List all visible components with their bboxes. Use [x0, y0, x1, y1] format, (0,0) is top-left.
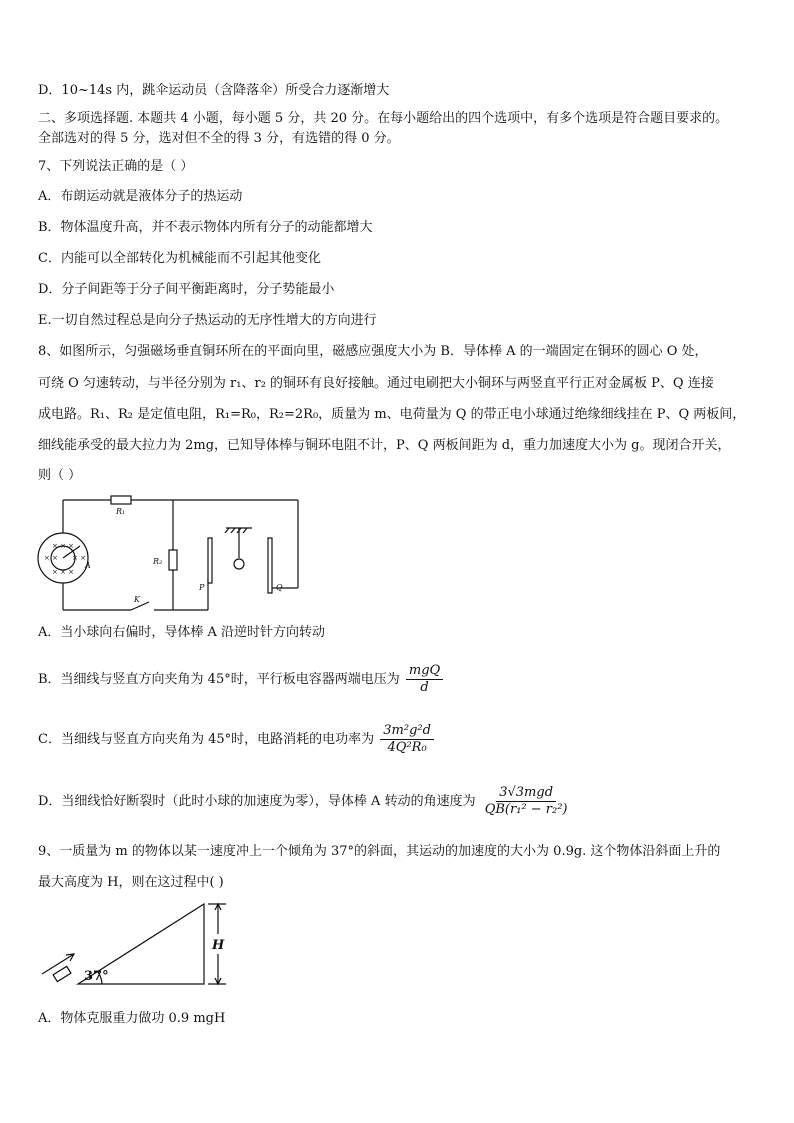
q8c-denominator: 4Q²R₀: [387, 740, 427, 755]
q7-option-e: E.一切自然过程总是向分子热运动的无序性增大的方向进行: [38, 313, 377, 328]
block: [53, 966, 71, 981]
resistor-r1: [111, 496, 131, 504]
svg-text:× ×: × ×: [44, 554, 58, 562]
q9-option-a: A．物体克服重力做功 0.9 mgH: [38, 1011, 226, 1026]
q7-option-a: A．布朗运动就是液体分子的热运动: [38, 189, 243, 204]
q8-stem-4: 细线能承受的最大拉力为 2mg，已知导体棒与铜环电阻不计，P、Q 两板间距为 d，重力加速度大小为 g。现闭合开关，: [38, 438, 731, 453]
circuit-diagram: [36, 488, 306, 618]
q9-stem-1: 9、一质量为 m 的物体以某一速度冲上一个倾角为 37°的斜面，其运动的加速度的大小为 0.9g. 这个物体沿斜面上升的: [38, 844, 721, 859]
height-label: H: [212, 938, 225, 953]
q8-stem-5: 则（ ）: [38, 468, 82, 483]
q8-stem-3: 成电路。R₁、R₂ 是定值电阻，R₁=R₀，R₂=2R₀，质量为 m、电荷量为 Q 的带正电小球通过绝缘细线挂在 P、Q 两板间，: [38, 407, 746, 422]
label-q: Q: [276, 583, 283, 592]
angle-label: 37°: [84, 969, 109, 984]
q7-option-c: C．内能可以全部转化为机械能而不引起其他变化: [38, 251, 321, 266]
plate-q: [268, 538, 272, 593]
q7-option-b: B．物体温度升高，并不表示物体内所有分子的动能都增大: [38, 220, 373, 235]
q8b-denominator: d: [420, 680, 429, 695]
incline-diagram: [38, 898, 238, 990]
label-r1: R₁: [116, 507, 126, 516]
q8-stem-1: 8、如图所示，匀强磁场垂直铜环所在的平面向里，磁感应强度大小为 B．导体棒 A 的一端固定在铜环的圆心 O 处，: [38, 344, 708, 359]
label-p: P: [199, 583, 205, 592]
q8-option-b: B．当细线与竖直方向夹角为 45°时，平行板电容器两端电压为 $\frac{\text{mgQ}}{d}$: [38, 662, 443, 698]
section-2-instructions-2: 全部选对的得 5 分，选对但不全的得 3 分，有选错的得 0 分。: [38, 131, 400, 146]
label-k: K: [134, 595, 140, 604]
label-r2: R₂: [153, 557, 163, 566]
q8-stem-2: 可绕 O 匀速转动，与半径分别为 r₁、r₂ 的铜环有良好接触。通过电刷把大小铜环与两竖直平行正对金属板 P、Q 连接: [38, 376, 714, 391]
svg-text:× × ×: × × ×: [52, 542, 75, 550]
q8b-numerator: mgQ: [406, 663, 443, 680]
q9-stem-2: 最大高度为 H，则在这过程中( ): [38, 875, 224, 890]
resistor-r2: [169, 550, 177, 570]
q6-option-d: D．10~14s 内，跳伞运动员（含降落伞）所受合力逐渐增大: [38, 83, 390, 98]
q8c-numerator: 3m²g²d: [380, 723, 434, 740]
svg-text:× ×: × ×: [72, 554, 86, 562]
q8d-denominator: QB(r₁² − r₂²): [484, 802, 568, 817]
charged-ball: [234, 559, 244, 569]
plate-p: [208, 538, 212, 583]
q8d-numerator: 3√3mgd: [496, 785, 556, 802]
q8-option-c: C．当细线与竖直方向夹角为 45°时，电路消耗的电功率为 $\frac{\text{3m²g²d}}{\text{4Q²R₀}}$: [38, 722, 434, 758]
section-2-instructions-1: 二、多项选择题. 本题共 4 小题，每小题 5 分，共 20 分。在每小题给出的四个选项中，有多个选项是符合题目要求的。: [38, 111, 729, 126]
q8-option-d: D．当细线恰好断裂时（此时小球的加速度为零），导体棒 A 转动的角速度为 $\frac{\text{3√3mgd}}{\text{QB(r₁² − r₂²)}}$: [38, 784, 571, 820]
q8-option-a: A．当小球向右偏时，导体棒 A 沿逆时针方向转动: [38, 625, 326, 640]
svg-text:× × ×: × × ×: [52, 568, 75, 576]
label-a: A: [85, 561, 91, 570]
q7-stem: 7、下列说法正确的是（ ）: [38, 159, 194, 174]
q7-option-d: D．分子间距等于分子间平衡距离时，分子势能最小: [38, 282, 335, 297]
